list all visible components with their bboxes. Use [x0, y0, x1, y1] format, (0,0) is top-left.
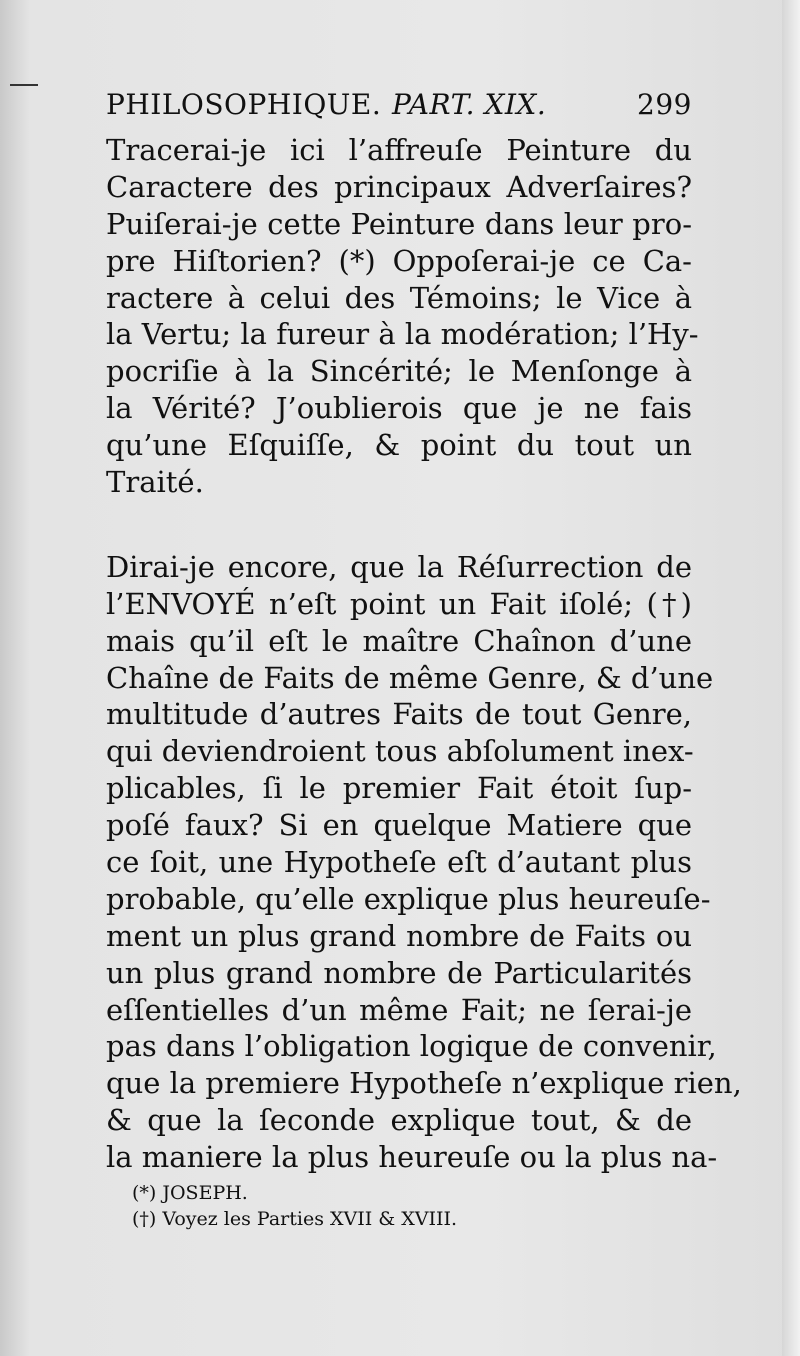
text-line: ractere à celui des Témoins; le Vice à — [106, 280, 692, 315]
text-line: ce ſoit, une Hypotheſe eſt d’autant plus — [106, 845, 692, 880]
text-line: multitude d’autres Faits de tout Genre, — [106, 697, 692, 732]
text-line: mais qu’il eſt le maître Chaînon d’une — [106, 623, 692, 658]
text-line: poſé faux? Si en quelque Matiere que — [106, 808, 692, 843]
footnote-2: (†) Voyez les Parties XVII & XVIII. — [132, 1208, 458, 1230]
page-number: 299 — [637, 88, 692, 121]
text-line: que la premiere Hypotheſe n’explique rien, — [106, 1066, 742, 1101]
paragraph-1 — [106, 132, 699, 501]
paragraph-2 — [106, 549, 742, 1176]
text-line: Traité. — [106, 465, 204, 500]
text-line: Puiſerai-je cette Peinture dans leur pro- — [106, 206, 692, 241]
text-line: & que la ſeconde explique tout, & de — [106, 1103, 692, 1138]
text-line: Chaîne de Faits de même Genre, & d’une — [106, 660, 714, 695]
page-edge — [782, 0, 800, 1356]
text-line: eſſentielles d’un même Fait; ne ſerai-je — [106, 992, 692, 1027]
running-header — [106, 88, 696, 128]
text-line: plicables, ſi le premier Fait étoit ſup- — [106, 771, 692, 806]
body-text — [106, 132, 742, 1176]
text-line: qui deviendroient tous abſolument inex- — [106, 734, 694, 769]
text-line: qu’une Eſquiſſe, & point du tout un — [106, 428, 692, 463]
paragraph-gap — [106, 501, 692, 549]
text-line: la maniere la plus heureuſe ou la plus na- — [106, 1140, 718, 1175]
text-line: Dirai-je encore, que la Réſurrection de — [106, 549, 692, 584]
text-line: pre Hiſtorien? (*) Oppoſerai-je ce Ca- — [106, 243, 692, 278]
margin-mark — [10, 84, 38, 86]
header-part: PART. XIX. — [392, 88, 547, 121]
footnotes — [132, 1180, 692, 1232]
text-line: Caractere des principaux Adverſaires? — [106, 169, 692, 204]
header-title: PHILOSOPHIQUE. — [106, 88, 382, 121]
text-line: un plus grand nombre de Particularités — [106, 955, 692, 990]
text-line: la Vertu; la fureur à la modération; l’Hy- — [106, 317, 699, 352]
text-line: probable, qu’elle explique plus heureuſe- — [106, 881, 711, 916]
text-line: ment un plus grand nombre de Faits ou — [106, 918, 692, 953]
text-line: pocriſie à la Sincérité; le Menſonge à — [106, 354, 692, 389]
text-line: Tracerai-je ici l’affreuſe Peinture du — [106, 133, 692, 167]
text-line: la Vérité? J’oublierois que je ne fais — [106, 391, 692, 426]
footnote-1: (*) JOSEPH. — [132, 1182, 248, 1204]
text-line: l’ENVOYÉ n’eſt point un Fait iſolé; (†) — [106, 586, 692, 621]
text-line: pas dans l’obligation logique de convenir, — [106, 1029, 717, 1064]
